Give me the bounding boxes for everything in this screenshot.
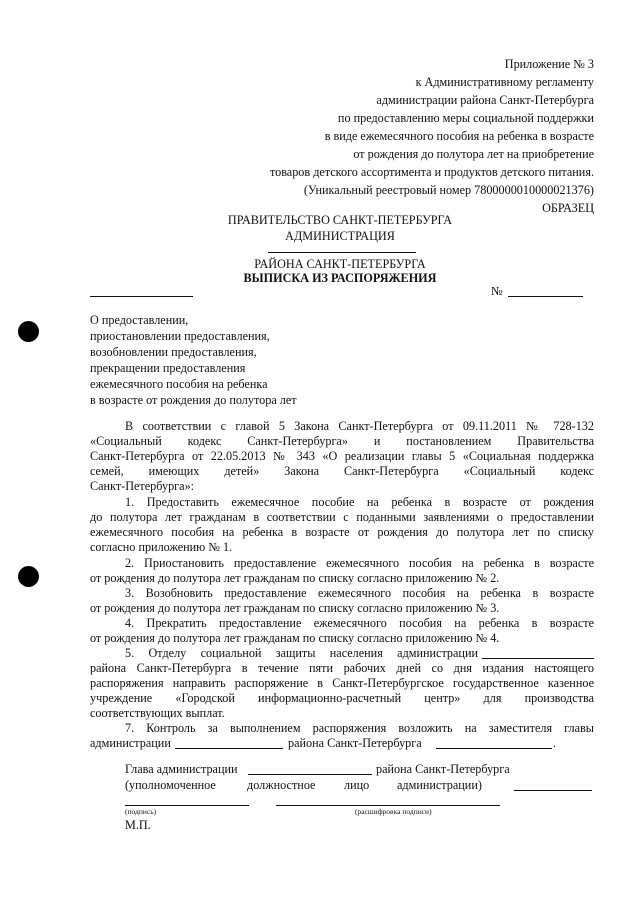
- body-line: от рождения до полутора лет гражданам по списку согласно приложению № 2.: [90, 571, 500, 585]
- district-label: района Санкт-Петербурга: [376, 762, 510, 776]
- document-title: ВЫПИСКА ИЗ РАСПОРЯЖЕНИЯ: [243, 271, 437, 285]
- body-line: В соответствии с главой 5 Закона Санкт-Петербурга от 09.11.2011 № 728-132: [125, 419, 594, 433]
- body-line: до полутора лет гражданам в соответствии с поданными заявлениями о предоставлении: [90, 510, 594, 524]
- body-line: 1. Предоставить ежемесячное пособие на ребенка в возрасте от рождения: [125, 495, 594, 509]
- subject-line: прекращении предоставления: [90, 361, 246, 375]
- body-line: от рождения до полутора лет гражданам по списку согласно приложению № 4.: [90, 631, 500, 645]
- sign-caption: (подпись): [125, 807, 157, 816]
- subject-line: возобновлении предоставления,: [90, 345, 257, 359]
- appendix-line: от рождения до полутора лет на приобретение: [353, 147, 594, 161]
- deputy-name-blank: [436, 748, 552, 749]
- appendix-line: (Уникальный реестровый номер 7800000010000021376): [303, 183, 594, 197]
- body-line: согласно приложению № 1.: [90, 540, 233, 554]
- body-line: семей, имеющих детей» Закона Санкт-Петербурга «Социальный кодекс: [90, 464, 594, 478]
- period-mark: .: [553, 736, 557, 750]
- authorized-word: лицо: [344, 778, 370, 792]
- district-name-blank: [268, 252, 416, 253]
- body-line: района Санкт-Петербурга в течение пяти рабочих дней со дня издания настоящего: [90, 661, 594, 675]
- body-line: ежемесячного пособия на ребенка в возрасте от рождения до полутора лет по списку: [90, 525, 594, 539]
- body-line: соответствующих выплат.: [90, 706, 225, 720]
- authorized-word: (уполномоченное: [125, 778, 216, 792]
- deputy-admin-blank: [175, 748, 283, 749]
- appendix-line: по предоставлению меры социальной поддержки: [337, 111, 594, 125]
- body-line: 5. Отделу социальной защиты населения администрации: [125, 646, 478, 660]
- appendix-line: в виде ежемесячного пособия на ребенка в возрасте: [324, 129, 594, 143]
- body-line: администрации: [90, 736, 171, 750]
- punch-hole-top: [18, 321, 39, 342]
- body-line: учреждение «Городской информационно-расчетный центр» для производства: [90, 691, 594, 705]
- sample-label: ОБРАЗЕЦ: [542, 201, 594, 215]
- subject-line: приостановлении предоставления,: [90, 329, 270, 343]
- subject-line: ежемесячного пособия на ребенка: [90, 377, 268, 391]
- stamp-label: М.П.: [125, 818, 151, 832]
- number-label: №: [491, 284, 503, 298]
- administration-title: АДМИНИСТРАЦИЯ: [285, 229, 395, 243]
- body-line: 7. Контроль за выполнением распоряжения возложить на заместителя главы: [125, 721, 594, 735]
- head-district-blank: [248, 774, 372, 775]
- decode-caption: (расшифровка подписи): [355, 807, 432, 816]
- department-blank: [482, 658, 594, 659]
- body-line: 3. Возобновить предоставление ежемесячного пособия на ребенка в возрасте: [125, 586, 594, 600]
- body-line: 2. Приостановить предоставление ежемесячного пособия на ребенка в возрасте: [125, 556, 594, 570]
- body-line: Санкт-Петербурга от 22.05.2013 № 343 «О реализации главы 5 «Социальная поддержка: [90, 449, 594, 463]
- subject-line: О предоставлении,: [90, 313, 189, 327]
- head-label: Глава администрации: [125, 762, 238, 776]
- official-blank: [514, 790, 592, 791]
- appendix-line: товаров детского ассортимента и продуктов детского питания.: [269, 165, 594, 179]
- government-title: ПРАВИТЕЛЬСТВО САНКТ-ПЕТЕРБУРГА: [227, 213, 453, 227]
- district-title: РАЙОНА САНКТ-ПЕТЕРБУРГА: [254, 257, 426, 271]
- punch-hole-bottom: [18, 566, 39, 587]
- signature-blank: [125, 805, 249, 806]
- body-line: от рождения до полутора лет гражданам по списку согласно приложению № 3.: [90, 601, 500, 615]
- date-blank: [90, 296, 193, 297]
- appendix-line: администрации района Санкт-Петербурга: [376, 93, 594, 107]
- body-line: Санкт-Петербурга»:: [90, 479, 195, 493]
- appendix-line: Приложение № 3: [504, 57, 594, 71]
- body-line: района Санкт-Петербурга: [288, 736, 422, 750]
- body-line: «Социальный кодекс Санкт-Петербурга» и постановлением Правительства: [90, 434, 594, 448]
- subject-line: в возрасте от рождения до полутора лет: [90, 393, 297, 407]
- authorized-word: должностное: [247, 778, 316, 792]
- authorized-word: администрации): [397, 778, 482, 792]
- body-line: 4. Прекратить предоставление ежемесячного пособия на ребенка в возрасте: [125, 616, 594, 630]
- decode-blank: [276, 805, 500, 806]
- number-blank: [508, 296, 583, 297]
- body-line: распоряжения направить распоряжение в Санкт-Петербургское государственное казенное: [90, 676, 594, 690]
- appendix-line: к Административному регламенту: [415, 75, 594, 89]
